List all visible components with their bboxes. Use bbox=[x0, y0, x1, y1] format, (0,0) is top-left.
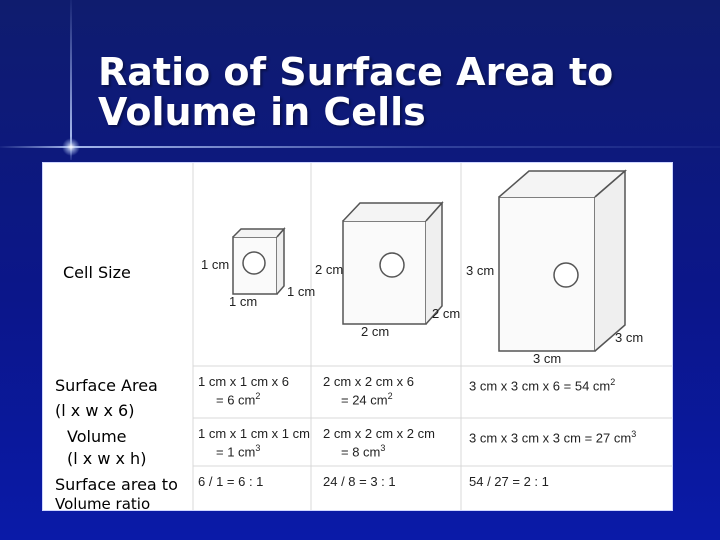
volume-1cm-exponent: 3 bbox=[255, 443, 261, 453]
slide-title-line-1: Ratio of Surface Area to bbox=[98, 50, 614, 94]
surface-area-1cm-calc: 1 cm x 1 cm x 6 bbox=[198, 374, 290, 389]
volume-1cm-result bbox=[198, 441, 310, 459]
volume-2cm-result bbox=[323, 441, 435, 459]
cube-2cm bbox=[343, 203, 442, 324]
row-label-ratio-2: Volume ratio bbox=[55, 495, 151, 511]
volume-3cm bbox=[469, 427, 636, 445]
cube-3-width-label: 3 cm bbox=[533, 351, 562, 366]
surface-area-3cm-exponent: 2 bbox=[610, 377, 616, 387]
volume-3cm-calc: 3 cm x 3 cm x 3 cm = 27 cm bbox=[469, 430, 632, 446]
surface-area-1cm-value: = 6 cm bbox=[216, 392, 256, 408]
row-label-surface-area: Surface Area bbox=[55, 376, 158, 395]
row-label-surface-area-formula: (l x w x 6) bbox=[55, 401, 135, 420]
decorative-vertical-line bbox=[70, 0, 72, 160]
cube-2-width-label: 2 cm bbox=[361, 324, 390, 339]
surface-area-2cm-calc: 2 cm x 2 cm x 6 bbox=[323, 374, 415, 389]
volume-2cm-calc: 2 cm x 2 cm x 2 cm bbox=[323, 426, 435, 441]
volume-2cm-value: = 8 cm bbox=[341, 444, 381, 460]
volume-1cm-value: = 1 cm bbox=[216, 444, 256, 460]
row-label-volume: Volume bbox=[67, 427, 127, 446]
surface-area-2cm bbox=[323, 375, 414, 407]
surface-area-1cm-exponent: 2 bbox=[255, 391, 261, 401]
row-label-cell-size: Cell Size bbox=[63, 263, 131, 282]
slide-title bbox=[98, 52, 698, 132]
cube-1-depth-label: 1 cm bbox=[287, 284, 316, 299]
surface-area-2cm-exponent: 2 bbox=[387, 391, 393, 401]
volume-2cm bbox=[323, 427, 435, 459]
surface-area-1cm bbox=[198, 375, 289, 407]
surface-area-2cm-result bbox=[323, 389, 414, 407]
row-label-ratio: Surface area to bbox=[55, 475, 178, 494]
volume-1cm-calc: 1 cm x 1 cm x 1 cm bbox=[198, 426, 310, 441]
cube-3-depth-label: 3 cm bbox=[615, 330, 644, 345]
surface-area-3cm-calc: 3 cm x 3 cm x 6 = 54 cm bbox=[469, 378, 611, 394]
cube-1-width-label: 1 cm bbox=[229, 294, 258, 309]
surface-area-3cm bbox=[469, 375, 615, 393]
comparison-table bbox=[42, 162, 673, 511]
decorative-sparkle bbox=[62, 138, 80, 156]
row-label-volume-formula: (l x w x h) bbox=[67, 449, 147, 468]
cube-3cm bbox=[499, 171, 625, 351]
cube-1cm bbox=[233, 229, 284, 294]
cube-2-depth-label: 2 cm bbox=[432, 306, 461, 321]
ratio-3cm: 54 / 27 = 2 : 1 bbox=[469, 474, 549, 489]
volume-2cm-exponent: 3 bbox=[380, 443, 386, 453]
cube-3-height-label: 3 cm bbox=[466, 263, 495, 278]
surface-area-1cm-result bbox=[198, 389, 289, 407]
volume-1cm bbox=[198, 427, 310, 459]
ratio-2cm: 24 / 8 = 3 : 1 bbox=[323, 474, 396, 489]
cube-1-height-label: 1 cm bbox=[201, 257, 230, 272]
volume-3cm-exponent: 3 bbox=[631, 429, 637, 439]
ratio-1cm: 6 / 1 = 6 : 1 bbox=[198, 474, 264, 489]
surface-area-2cm-value: = 24 cm bbox=[341, 392, 388, 408]
decorative-horizontal-line bbox=[0, 146, 720, 148]
cube-2-height-label: 2 cm bbox=[315, 262, 344, 277]
slide-title-line-2: Volume in Cells bbox=[98, 90, 426, 134]
